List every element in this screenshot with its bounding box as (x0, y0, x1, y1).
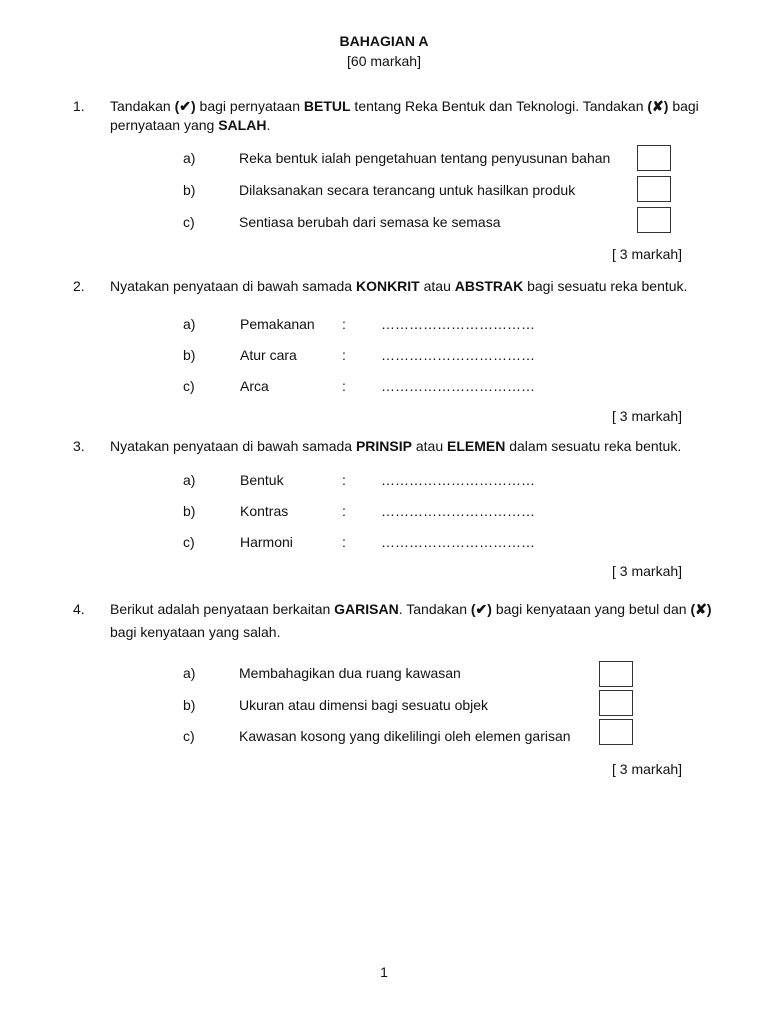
q2-item-text: Atur cara (240, 347, 297, 363)
q4-number: 4. (73, 601, 85, 617)
q1-item-text: Sentiasa berubah dari semasa ke semasa (239, 214, 501, 230)
q4-item-text: Membahagikan dua ruang kawasan (239, 665, 461, 681)
q4-marks: [ 3 markah] (612, 761, 683, 777)
q3-item-text: Bentuk (240, 472, 284, 488)
q3-answer-blank-a[interactable]: …………………………… (381, 472, 535, 488)
q2-answer-blank-a[interactable]: …………………………… (381, 316, 535, 332)
q4-stem-line1: Berikut adalah penyataan berkaitan GARISAN. Tandakan (✔) bagi kenyataan yang betul dan (✘) (110, 601, 712, 617)
q3-answer-blank-c[interactable]: …………………………… (381, 534, 535, 550)
q1-item-text: Dilaksanakan secara terancang untuk hasilkan produk (239, 182, 576, 198)
q2-item-text: Arca (240, 378, 269, 394)
q1-item-label: a) (183, 150, 196, 166)
section-marks: [60 markah] (347, 53, 421, 69)
q4-item-label: b) (183, 697, 196, 713)
q2-stem: Nyatakan penyataan di bawah samada KONKRIT atau ABSTRAK bagi sesuatu reka bentuk. (110, 278, 688, 294)
q2-item-colon: : (342, 378, 346, 394)
q1-stem-line2: pernyataan yang SALAH. (110, 117, 271, 133)
q3-stem: Nyatakan penyataan di bawah samada PRINSIP atau ELEMEN dalam sesuatu reka bentuk. (110, 438, 682, 454)
q4-answer-box-c[interactable] (599, 719, 633, 745)
q1-answer-box-b[interactable] (637, 176, 671, 202)
q4-stem-line2: bagi kenyataan yang salah. (110, 624, 281, 640)
q1-item-label: b) (183, 182, 196, 198)
q3-item-text: Kontras (240, 503, 289, 519)
q3-item-colon: : (342, 534, 346, 550)
q2-answer-blank-c[interactable]: …………………………… (381, 378, 535, 394)
q3-item-colon: : (342, 503, 346, 519)
q2-answer-blank-b[interactable]: …………………………… (381, 347, 535, 363)
q4-item-label: a) (183, 665, 196, 681)
q3-marks: [ 3 markah] (612, 563, 683, 579)
q1-marks: [ 3 markah] (612, 246, 683, 262)
q1-item-label: c) (183, 214, 195, 230)
q2-item-label: b) (183, 347, 196, 363)
q2-item-label: c) (183, 378, 195, 394)
q4-answer-box-b[interactable] (599, 690, 633, 716)
q1-stem-line1: Tandakan (✔) bagi pernyataan BETUL tentang Reka Bentuk dan Teknologi. Tandakan (✘) bagi (110, 98, 699, 114)
q2-marks: [ 3 markah] (612, 408, 683, 424)
q3-item-label: a) (183, 472, 196, 488)
q2-item-colon: : (342, 347, 346, 363)
q3-item-text: Harmoni (240, 534, 293, 550)
q2-item-text: Pemakanan (240, 316, 315, 332)
q1-answer-box-c[interactable] (637, 207, 671, 233)
q2-number: 2. (73, 278, 85, 294)
q3-item-label: b) (183, 503, 196, 519)
q1-answer-box-a[interactable] (637, 145, 671, 171)
q3-number: 3. (73, 438, 85, 454)
q4-item-label: c) (183, 728, 195, 744)
q2-item-colon: : (342, 316, 346, 332)
q4-item-text: Ukuran atau dimensi bagi sesuatu objek (239, 697, 489, 713)
q1-number: 1. (73, 98, 85, 114)
section-title: BAHAGIAN A (339, 33, 429, 49)
q4-item-text: Kawasan kosong yang dikelilingi oleh elemen garisan (239, 728, 571, 744)
q3-item-colon: : (342, 472, 346, 488)
page-number: 1 (380, 964, 388, 980)
q3-item-label: c) (183, 534, 195, 550)
q4-answer-box-a[interactable] (599, 661, 633, 687)
q2-item-label: a) (183, 316, 196, 332)
q3-answer-blank-b[interactable]: …………………………… (381, 503, 535, 519)
q1-item-text: Reka bentuk ialah pengetahuan tentang penyusunan bahan (239, 150, 611, 166)
